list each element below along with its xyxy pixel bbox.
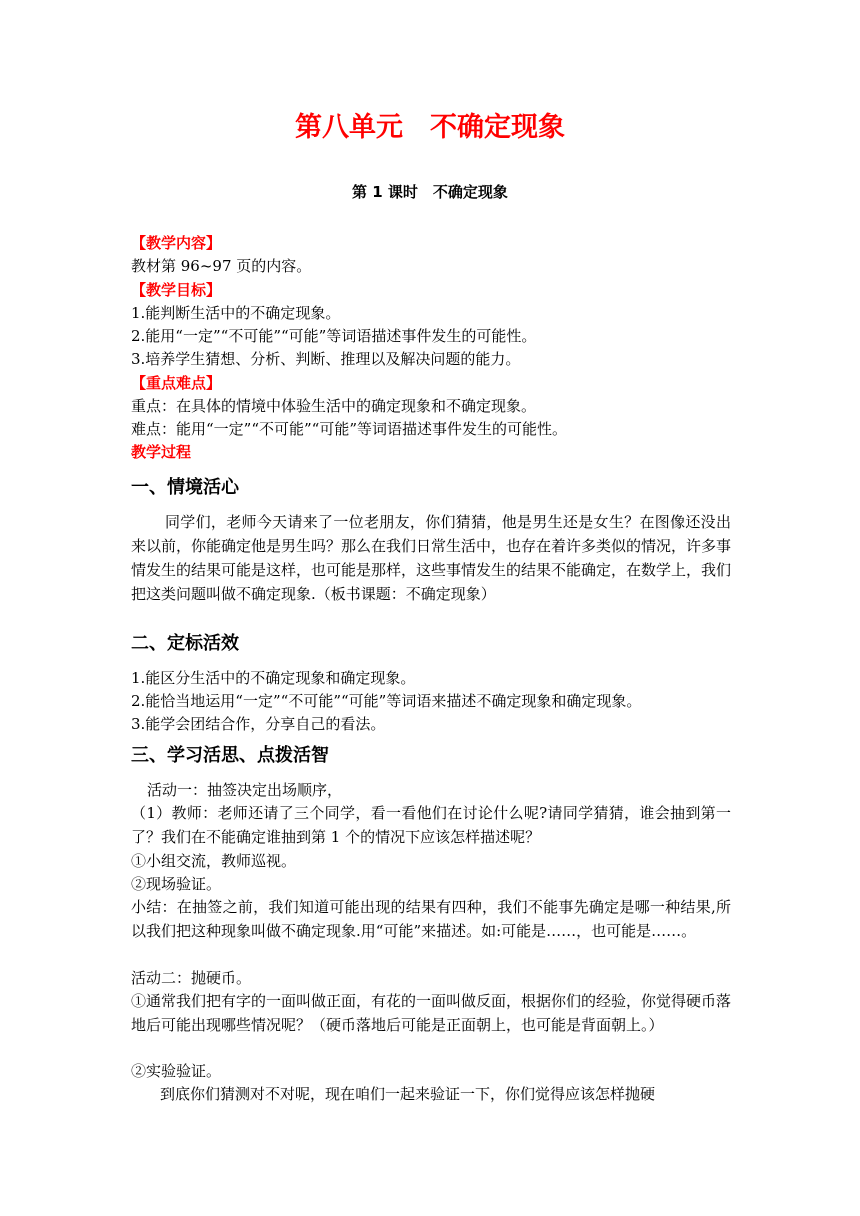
step-item: ②现场验证。 [131, 875, 222, 893]
teaching-goal-item: 1.能判断生活中的不确定现象。 [131, 304, 341, 322]
teacher-question: （1）教师：老师还请了三个同学，看一看他们在讨论什么呢?请同学猜猜，谁会抽到第一了？我们在不能确定谁抽到第 1 个的情况下应该怎样描述呢？ [131, 804, 731, 846]
key-point-item: 难点：能用“一定”“不可能”“可能”等词语描述事件发生的可能性。 [131, 420, 568, 438]
teaching-content-heading: 【教学内容】 [131, 234, 222, 252]
activity-one-title: 活动一：抽签决定出场顺序， [147, 781, 343, 799]
key-point-item: 重点：在具体的情境中体验生活中的确定现象和不确定现象。 [131, 397, 537, 415]
section-heading: 一、情境活心 [131, 477, 239, 498]
section-heading: 三、学习活思、点拨活智 [131, 745, 329, 766]
step-item: ②实验验证。 [131, 1062, 222, 1080]
teaching-goals-heading: 【教学目标】 [131, 281, 222, 299]
teaching-content-text: 教材第 96~97 页的内容。 [131, 257, 312, 275]
objective-item: 2.能恰当地运用“一定”“不可能”“可能”等词语来描述不确定现象和确定现象。 [131, 692, 642, 710]
coin-paragraph: ①通常我们把有字的一面叫做正面，有花的一面叫做反面，根据你们的经验，你觉得硬币落地后可能出现哪些情况呢？（硬币落地后可能是正面朝上，也可能是背面朝上。） [131, 992, 732, 1034]
objective-item: 1.能区分生活中的不确定现象和确定现象。 [131, 669, 416, 687]
teaching-goal-item: 2.能用“一定”“不可能”“可能”等词语描述事件发生的可能性。 [131, 327, 537, 345]
objective-item: 3.能学会团结合作，分享自己的看法。 [131, 715, 386, 733]
teaching-process-heading: 教学过程 [131, 443, 192, 461]
lesson-subtitle: 第 1 课时 不确定现象 [352, 183, 508, 201]
intro-paragraph: 同学们，老师今天请来了一位老朋友，你们猜猜，他是男生还是女生？在图像还没出来以前，你能确定他是男生吗？那么在我们日常生活中，也存在着许多类似的情况，许多事情发生的结果可能是这样，也可能是那样，这些事情发生的结果不能确定，在数学上，我们把这类问题叫做不确定现象.（板书课题：不确定现象） [131, 513, 732, 603]
key-points-heading: 【重点难点】 [131, 374, 222, 392]
coin-verify-text: 到底你们猜测对不对呢，现在咱们一起来验证一下，你们觉得应该怎样抛硬 [160, 1085, 656, 1103]
activity-two-title: 活动二：抛硬币。 [131, 969, 252, 987]
summary-paragraph: 小结：在抽签之前，我们知道可能出现的结果有四种，我们不能事先确定是哪一种结果,所以我们把这种现象叫做不确定现象.用“可能”来描述。如:可能是……，也可能是……。 [131, 898, 731, 940]
section-heading: 二、定标活效 [131, 633, 239, 654]
step-item: ①小组交流，教师巡视。 [131, 852, 297, 870]
teaching-goal-item: 3.培养学生猜想、分析、判断、推理以及解决问题的能力。 [131, 350, 521, 368]
document-title: 第八单元 不确定现象 [295, 112, 565, 143]
